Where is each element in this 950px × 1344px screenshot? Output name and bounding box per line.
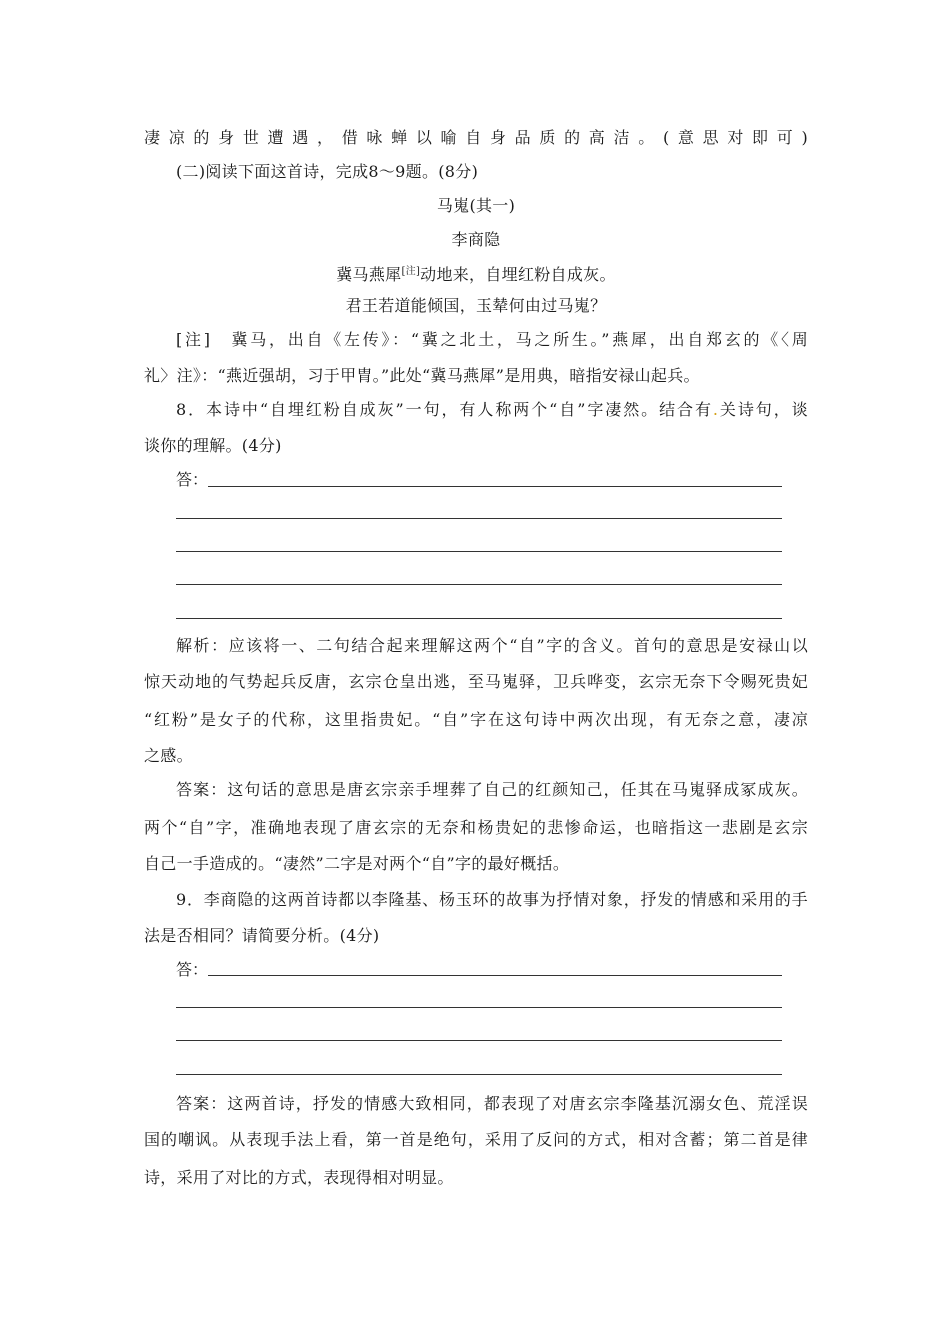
q8-analysis-line-1: 解析：应该将一、二句结合起来理解这两个“自”字的含义。首句的意思是安禄山以 bbox=[176, 636, 808, 655]
section-intro: (二)阅读下面这首诗，完成8～9题。(8分) bbox=[176, 162, 479, 181]
q8-answer-rule-3 bbox=[176, 551, 782, 552]
poem-author: 李商隐 bbox=[451, 230, 501, 249]
prev-answer-tail: 凄凉的身世遭遇，借咏蝉以喻自身品质的高洁。(意思对即可) bbox=[144, 128, 808, 147]
footnote-marker: [注] bbox=[401, 266, 421, 277]
q9-answer-rule-4 bbox=[176, 1074, 782, 1075]
q8-answer-rule-5 bbox=[176, 618, 782, 619]
q8-answer-rule-1 bbox=[208, 486, 782, 487]
q9-answer-rule-2 bbox=[176, 1007, 782, 1008]
stray-mark: . bbox=[712, 400, 719, 419]
q8-line-1 bbox=[176, 400, 808, 420]
q9-answer-rule-1 bbox=[208, 975, 782, 976]
q9-answer-label: 答： bbox=[176, 960, 209, 979]
poem-line-2: 君王若道能倾国，玉辇何由过马嵬？ bbox=[345, 296, 607, 315]
q9-answer-rule-3 bbox=[176, 1040, 782, 1041]
q8-answer-rule-2 bbox=[176, 518, 782, 519]
poem-title: 马嵬(其一) bbox=[436, 196, 516, 215]
q8-analysis-line-2: 惊天动地的气势起兵反唐，玄宗仓皇出逃，至马嵬驿，卫兵哗变，玄宗无奈下令赐死贵妃 bbox=[144, 672, 808, 691]
poem-line-1-part-b: 动地来，自埋红粉自成灰。 bbox=[420, 265, 616, 284]
q9-answer-line-1: 答案：这两首诗，抒发的情感大致相同，都表现了对唐玄宗李隆基沉溺女色、荒淫误 bbox=[176, 1094, 808, 1113]
q8-answer-rule-4 bbox=[176, 584, 782, 585]
q9-answer-line-3: 诗，采用了对比的方式，表现得相对明显。 bbox=[144, 1168, 454, 1187]
poem-line-1 bbox=[144, 262, 808, 285]
q8-line-1-part-a: 8．本诗中“自埋红粉自成灰”一句，有人称两个“自”字凄然。结合有 bbox=[176, 400, 713, 419]
q9-line-2: 法是否相同？请简要分析。(4分) bbox=[144, 926, 380, 945]
q8-answer-line-2: 两个“自”字，准确地表现了唐玄宗的无奈和杨贵妃的悲惨命运，也暗指这一悲剧是玄宗 bbox=[144, 818, 808, 837]
q8-line-2: 谈你的理解。(4分) bbox=[144, 436, 282, 455]
q8-answer-label: 答： bbox=[176, 470, 209, 489]
q8-line-1-part-b: 关诗句，谈 bbox=[718, 400, 808, 419]
poem-line-1-part-a: 冀马燕犀 bbox=[336, 265, 402, 284]
q8-answer-line-3: 自己一手造成的。“凄然”二字是对两个“自”字的最好概括。 bbox=[144, 854, 570, 873]
q8-answer-line-1: 答案：这句话的意思是唐玄宗亲手埋葬了自己的红颜知己，任其在马嵬驿成冢成灰。 bbox=[176, 780, 808, 799]
q8-analysis-line-4: 之感。 bbox=[144, 746, 193, 765]
footnote-line-1: [注] 冀马，出自《左传》：“冀之北土，马之所生。”燕犀，出自郑玄的《〈周 bbox=[176, 330, 808, 349]
q9-answer-line-2: 国的嘲讽。从表现手法上看，第一首是绝句，采用了反问的方式，相对含蓄；第二首是律 bbox=[144, 1130, 808, 1149]
footnote-line-2: 礼〉注》：“燕近强胡，习于甲胄。”此处“冀马燕犀”是用典，暗指安禄山起兵。 bbox=[144, 366, 700, 385]
q8-analysis-line-3: “红粉”是女子的代称，这里指贵妃。“自”字在这句诗中两次出现，有无奈之意，凄凉 bbox=[144, 710, 808, 729]
q9-line-1: 9．李商隐的这两首诗都以李隆基、杨玉环的故事为抒情对象，抒发的情感和采用的手 bbox=[176, 890, 808, 909]
